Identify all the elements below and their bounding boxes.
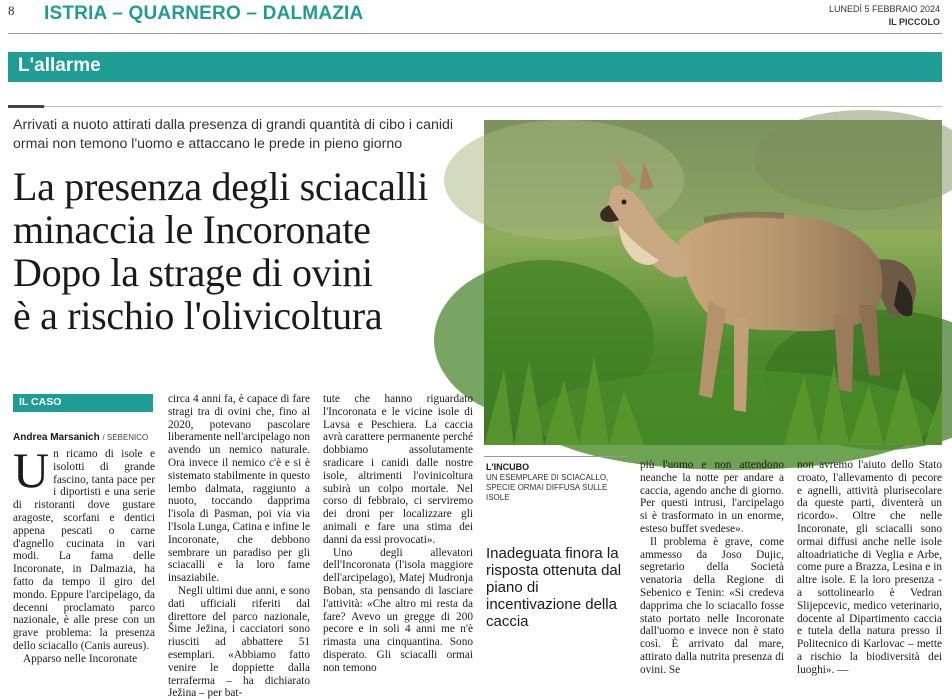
topic-banner bbox=[8, 52, 942, 82]
body-column bbox=[168, 393, 310, 700]
page-number: 8 bbox=[8, 3, 15, 18]
caption-label: L'INCUBO bbox=[486, 462, 530, 472]
topic-banner-label: L'allarme bbox=[18, 55, 101, 76]
header-divider bbox=[8, 33, 942, 34]
article-divider-accent bbox=[8, 105, 44, 108]
newspaper-name: IL PICCOLO bbox=[888, 17, 940, 27]
photo-caption: UN ESEMPLARE DI SCIACALLO, SPECIE ORMAI DIFFUSA SULLE ISOLE bbox=[486, 473, 609, 502]
headline-line: è a rischio l'olivicoltura bbox=[13, 293, 383, 338]
issue-date: LUNEDÌ 5 FEBBRAIO 2024 bbox=[828, 4, 940, 14]
section-title: ISTRIA – QUARNERO – DALMAZIA bbox=[44, 3, 364, 24]
caption-divider bbox=[484, 456, 628, 457]
dateline-place: / SEBENICO bbox=[102, 433, 149, 442]
author-name: Andrea Marsanich bbox=[13, 432, 100, 443]
pull-quote: Inadeguata finora la risposta ottenuta dal piano di incentivazione della caccia bbox=[486, 545, 622, 630]
drop-cap: U bbox=[13, 442, 50, 498]
rubric-text: IL CASO bbox=[19, 396, 62, 408]
body-paragraph: non avremo l'aiuto dello Stato croato, l'allevamento di pecore e agnelli, attività plurisecolare da queste parti, diventerà un ricordo». Oltre che nelle Incoronate, gli sciacalli sono ormai diffusi anche nelle isole altoadriatiche di Veglia e Arbe, come pure a Brazza, Lesina e in altre isole. E la loro presenza - a sottolinearlo è Vedran Slijepcevic, medico veterinario, docente al Dipartimento caccia e tutela della natura presso il Politecnico di Karlovac – mette a rischio la biodiversità dei luoghi». — bbox=[797, 459, 942, 676]
article-divider bbox=[8, 106, 942, 107]
body-paragraph: Apparso nelle Incoronate bbox=[23, 652, 138, 665]
headline-line: La presenza degli sciacalli bbox=[13, 164, 429, 209]
body-paragraph: Negli ultimi due anni, e sono dati ufficiali riferiti dal direttore del parco nazionale, Šime Ježina, i cacciatori sono riusciti ad abbattere 51 esemplari. «Abbiamo fatto venire le doppiette dalla terraferma – ha dichiarato Ježina – per bat- bbox=[168, 584, 310, 700]
body-paragraph: Il problema è grave, come ammesso da Joso Dujic, segretario della Società venatoria della Regione di Sebenico e Tenin: «Si credeva dapprima che lo sciacallo fosse stato portato nelle Incoronate dall'uomo e invece non è stato così. È arrivato dal mare, attirato dalla nutrita presenza di ovini. Se bbox=[640, 535, 784, 676]
body-paragraph: più l'uomo e non attendono neanche la notte per andare a caccia, agendo anche di giorno. Per questi intrusi, l'arcipelago si è trasformato in un enorme, esteso buffet svedese». bbox=[640, 459, 784, 535]
headline-line: Dopo la strage di ovini bbox=[13, 250, 373, 295]
body-column bbox=[13, 442, 155, 666]
body-paragraph: Uno degli allevatori dell'Incoronata (l'isola maggiore dell'arcipelago), Matej Mudronja Boban, sta pensando di lasciare l'attività: «Che altro mi resta da fare? Avevo un gregge di 200 pecore e in soli 4 anni me n'è rimasta una cinquantina. Sono disperato. Gli sciacalli ormai non temono bbox=[323, 546, 473, 674]
article-headline bbox=[13, 165, 483, 337]
body-column bbox=[797, 459, 942, 677]
body-column bbox=[323, 393, 473, 675]
rubric-label bbox=[13, 394, 153, 412]
body-paragraph: tute che hanno riguardato l'Incoronata e le vicine isole di Lavsa e Peschiera. La caccia avrà carattere permanente perché dobbiamo assolutamente sradicare i canidi dalle nostre isole, altrimenti l'ovinicoltura subirà un colpo mortale. Nel corso di febbraio, ci serviremo dei droni per localizzare gli animali e fare una stima dei danni da essi provocati». bbox=[323, 393, 473, 546]
body-paragraph: n ricamo di isole e isolotti di grande fascino, tanta pace per i diportisti e una serie di ristoranti dove gustare aragoste, scorfani e dentici appena pescati o carne d'agnello cucinata in vari modi. La fama delle Incoronate, in Dalmazia, ha fatto da tempo il giro del mondo. Eppure l'arcipelago, da decenni proclamato parco nazionale, è alle prese con un grave problema: la presenza dello sciacallo (Canis aureus). bbox=[13, 448, 155, 652]
jackal-photo bbox=[484, 120, 942, 445]
article-kicker: Arrivati a nuoto attirati dalla presenza di grandi quantità di cibo i canidi ormai non temono l'uomo e attaccano le prede in pieno giorno bbox=[13, 117, 454, 152]
body-paragraph: circa 4 anni fa, è capace di fare stragi tra di ovini che, fino al 2020, potevano pascolare liberamente nell'arcipelago non avendo un nemico naturale. Ora invece il nemico c'è e si è sistemato stabilmente in questo lembo dalmata, raggiunto a nuoto, toccando dapprima l'isola di Pasman, poi via via l'Isola Lunga, Catina e infine le Incoronate, che debbono sembrare un paradiso per gli sciacalli e la loro fame insaziabile. bbox=[168, 393, 310, 585]
headline-line: minaccia le Incoronate bbox=[13, 207, 371, 252]
body-column bbox=[640, 459, 784, 677]
